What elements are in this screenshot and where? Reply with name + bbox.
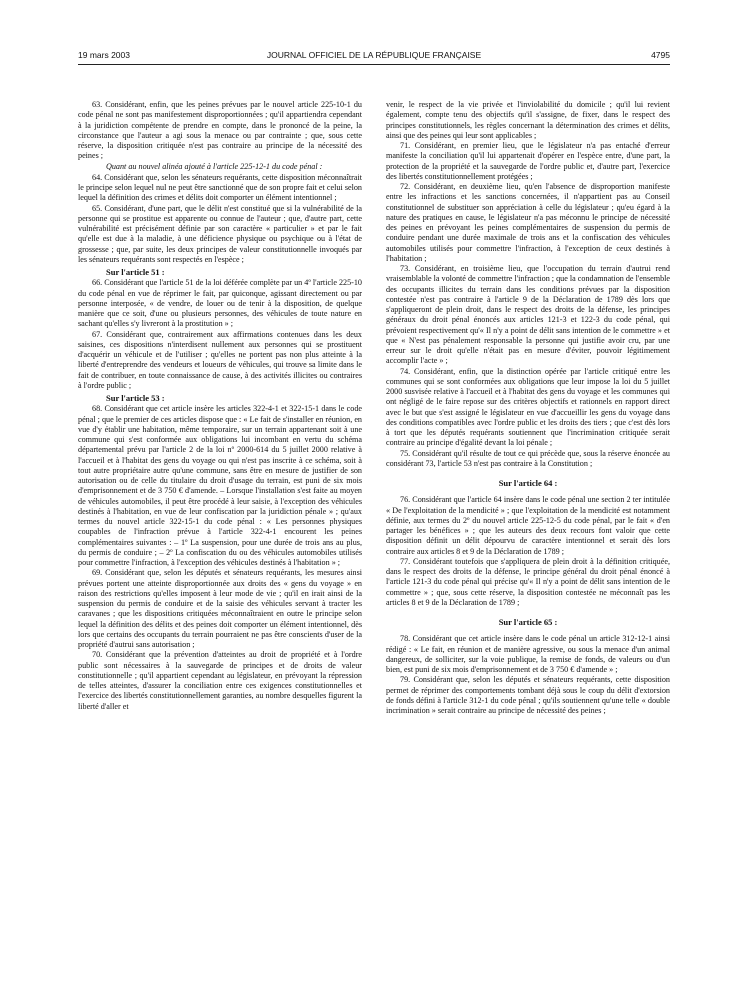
paragraph: 71. Considérant, en premier lieu, que le législateur n'a pas entaché d'erreur manifeste la conciliation qu'il lui appartenait d'opérer en l'espèce entre, d'une part, la protection de la propriété et la sauvegarde de l'ordre public et, d'autre part, l'exercice des libertés constitutionnellement protégées ; xyxy=(386,141,670,181)
header-rule xyxy=(78,64,670,65)
paragraph: 66. Considérant que l'article 51 de la loi déférée complète par un 4º l'article 225-10 du code pénal en vue de réprimer le fait, par quiconque, agissant directement ou par personne interposée, « de vendre, de louer ou de tenir à la disposition, de quelque manière que ce soit, d'une ou plusieurs personnes, des véhicules de toute nature en sachant qu'elles s'y livreront à la prostitution » ; xyxy=(78,278,362,329)
subheading: Quant au nouvel alinéa ajouté à l'article 225-12-1 du code pénal : xyxy=(106,161,323,171)
paragraph: 75. Considérant qu'il résulte de tout ce qui précède que, sous la réserve énoncée au considérant 73, l'article 53 n'est pas contraire à la Constitution ; xyxy=(386,448,670,468)
article-heading: Sur l'article 53 : xyxy=(106,393,165,403)
paragraph: 68. Considérant que cet article insère les articles 322-4-1 et 322-15-1 dans le code pénal ; que le premier de ces articles dispose que : « Le fait de s'installer en réunion, en vue d'y établir une habitation, même temporaire, sur un terrain appartenant soit à une commune qui s'est conformée aux obligations lui incombant en vertu du schéma départemental prévu par l'article 2 de la loi nº 2000-614 du 5 juillet 2000 relative à l'accueil et à l'habitat des gens du voyage ou qui n'est pas inscrite à ce schéma, soit à tout autre propriétaire autre qu'une commune, sans être en mesure de justifier de son autorisation ou de celle du titulaire du droit d'usage du terrain, est puni de six mois d'emprisonnement et de 3 750 € d'amende. – Lorsque l'installation s'est faite au moyen de véhicules automobiles, il peut être procédé à leur saisie, à l'exception des véhicules destinés à l'habitation, en vue de leur confiscation par la juridiction pénale » ; qu'aux termes du nouvel article 322-15-1 du code pénal : « Les personnes physiques coupables de l'infraction prévue à l'article 322-4-1 encourent les peines complémentaires suivantes : – 1º La suspension, pour une durée de trois ans au plus, du permis de conduire ; – 2º La confiscation du ou des véhicules automobiles utilisés pour commettre l'infraction, à l'exception des véhicules destinés à l'habitation » ; xyxy=(78,404,362,567)
paragraph: 63. Considérant, enfin, que les peines prévues par le nouvel article 225-10-1 du code pénal ne sont pas manifestement disproportionnées ; qu'il appartiendra cependant à la juridiction compétente de prendre en compte, dans le prononcé de la peine, la circonstance que l'auteur a agi sous la menace ou par contrainte ; que, sous cette réserve, la disposition critiquée n'est pas contraire au principe de la nécessité des peines ; xyxy=(78,100,362,161)
paragraph: 77. Considérant toutefois que s'appliquera de plein droit à la définition critiquée, dans le respect des droits de la défense, le principe général du droit pénal énoncé à l'article 121-3 du code pénal qui précise qu'« Il n'y a point de délit sans intention de le commettre » ; que, sous cette réserve, la disposition contestée ne méconnaît pas les articles 8 et 9 de la Déclaration de 1789 ; xyxy=(386,556,670,607)
paragraph: 69. Considérant que, selon les députés et sénateurs requérants, les mesures ainsi prévues portent une atteinte disproportionnée aux droits des « gens du voyage » en raison des restrictions qu'elles imposent à leur mode de vie ; qu'il en irait ainsi de la suspension du permis de conduire et de la saisie des véhicules servant à tracter les caravanes ; que les dispositions critiquées méconnaîtraient en outre le principe selon lequel la définition des délits et des peines doit comporter un élément intentionnel, dès lors que certains des occupants du terrain pourraient ne pas être conscients d'user de la propriété d'autrui sans autorisation ; xyxy=(78,568,362,649)
header-page-number: 4795 xyxy=(651,50,670,60)
paragraph: 67. Considérant que, contrairement aux affirmations contenues dans les deux saisines, ces dispositions n'interdisent nullement aux personnes qui se prostituent d'acquérir un véhicule et de l'utiliser ; qu'elles ne portent pas non plus atteinte à la liberté d'entreprendre des vendeurs et loueurs de véhicules, qui trouve sa limite dans le fait de contribuer, en toute connaissance de cause, à des activités illicites ou contraires à l'ordre public ; xyxy=(78,329,362,390)
paragraph: 76. Considérant que l'article 64 insère dans le code pénal une section 2 ter intitulée « De l'exploitation de la mendicité » ; que l'exploitation de la mendicité est notamment définie, aux termes du 2º du nouvel article 225-12-5 du code pénal, par le fait « d'en partager les bénéfices » ; que les auteurs des deux recours font valoir que cette disposition définit un délit dépourvu de caractère intentionnel et serait dès lors contraire aux articles 8 et 9 de la Déclaration de 1789 ; xyxy=(386,495,670,556)
paragraph: 73. Considérant, en troisième lieu, que l'occupation du terrain d'autrui rend vraisemblable la volonté de commettre l'infraction ; que la condamnation de l'ensemble des occupants illicites du terrain dans les conditions prévues par la disposition contestée n'est pas contraire à l'article 9 de la Déclaration de 1789 dès lors que s'appliqueront de plein droit, dans le respect des droits de la défense, les principes généraux du droit pénal énoncés aux articles 121-3 et 122-3 du code pénal, qui prévoient respectivement qu'« Il n'y a point de délit sans intention de le commettre » et que « N'est pas pénalement responsable la personne qui justifie avoir cru, par une erreur sur le droit qu'elle n'était pas en mesure d'éviter, pouvoir légitimement accomplir l'acte » ; xyxy=(386,264,670,366)
paragraph: venir, le respect de la vie privée et l'inviolabilité du domicile ; qu'il lui revient également, compte tenu des objectifs qu'il s'assigne, de fixer, dans le respect des principes constitutionnels, les règles concernant la détermination des crimes et délits, ainsi que des peines qui leur sont applicables ; xyxy=(386,100,670,140)
paragraph: 64. Considérant que, selon les sénateurs requérants, cette disposition méconnaîtrait le principe selon lequel nul ne peut être sanctionné que de son propre fait et celui selon lequel la définition des crimes et délits doit comporter un élément intentionnel ; xyxy=(78,172,362,203)
paragraph: 78. Considérant que cet article insère dans le code pénal un article 312-12-1 ainsi rédigé : « Le fait, en réunion et de manière agressive, ou sous la menace d'un animal dangereux, de solliciter, sur la voie publique, la remise de fonds, de valeurs ou d'un bien, est puni de six mois d'emprisonnement et de 3 750 € d'amende » ; xyxy=(386,634,670,674)
article-heading: Sur l'article 65 : xyxy=(498,617,558,627)
left-column xyxy=(78,100,362,712)
paragraph: 70. Considérant que la prévention d'atteintes au droit de propriété et à l'ordre public sont nécessaires à la sauvegarde de principes et de droits de valeur constitutionnelle ; qu'il appartient cependant au législateur, en prévoyant la répression de telles atteintes, d'assurer la conciliation entre ces exigences constitutionnelles et l'exercice des libertés constitutionnellement garanties, au nombre desquelles figurent la liberté d'aller et xyxy=(78,650,362,711)
paragraph: 74. Considérant, enfin, que la distinction opérée par l'article critiqué entre les communes qui se sont conformées aux obligations que leur impose la loi du 5 juillet 2000 susvisée relative à l'accueil et à l'habitat des gens du voyage et les communes qui ont négligé de le faire repose sur des critères objectifs et rationnels en rapport direct avec le but que s'est assigné le législateur en vue d'accueillir les gens du voyage dans des conditions compatibles avec l'ordre public et les droits des tiers ; que c'est dès lors à tort que les députés requérants soutiennent que l'incrimination critiquée serait contraire au principe d'égalité devant la loi pénale ; xyxy=(386,366,670,448)
header-date: 19 mars 2003 xyxy=(78,50,130,60)
paragraph: 65. Considérant, d'une part, que le délit n'est constitué que si la vulnérabilité de la personne qui se prostitue est apparente ou connue de l'auteur ; que, d'autre part, cette vulnérabilité est précisément définie par son caractère « particulier » et par le fait qu'elle est due à la maladie, à une déficience physique ou psychique ou à l'état de grossesse ; que, par suite, les deux principes de valeur constitutionnelle invoqués par les sénateurs requérants sont respectés en l'espèce ; xyxy=(78,203,362,264)
article-heading: Sur l'article 64 : xyxy=(498,478,558,488)
paragraph: 79. Considérant que, selon les députés et sénateurs requérants, cette disposition permet de réprimer des comportements tombant déjà sous le coup du délit d'extorsion de fonds défini à l'article 312-1 du code pénal ; qu'ils soutiennent qu'une telle « double incrimination » serait contraire au principe de nécessité des peines ; xyxy=(386,675,670,715)
paragraph: 72. Considérant, en deuxième lieu, qu'en l'absence de disproportion manifeste entre les infractions et les sanctions concernées, il n'appartient pas au Conseil constitutionnel de substituer son appréciation à celle du législateur ; qu'eu égard à la nature des pratiques en cause, le législateur n'a pas méconnu le principe de nécessité des peines en prévoyant les peines complémentaires de suspension du permis de conduire pendant une durée maximale de trois ans et la confiscation des véhicules automobiles utilisés pour commettre l'infraction, à l'exception de ceux destinés à l'habitation ; xyxy=(386,182,670,263)
article-heading: Sur l'article 51 : xyxy=(106,267,165,277)
page-header xyxy=(78,50,670,62)
header-journal-title: JOURNAL OFFICIEL DE LA RÉPUBLIQUE FRANÇAISE xyxy=(266,50,482,60)
right-column xyxy=(386,100,670,716)
